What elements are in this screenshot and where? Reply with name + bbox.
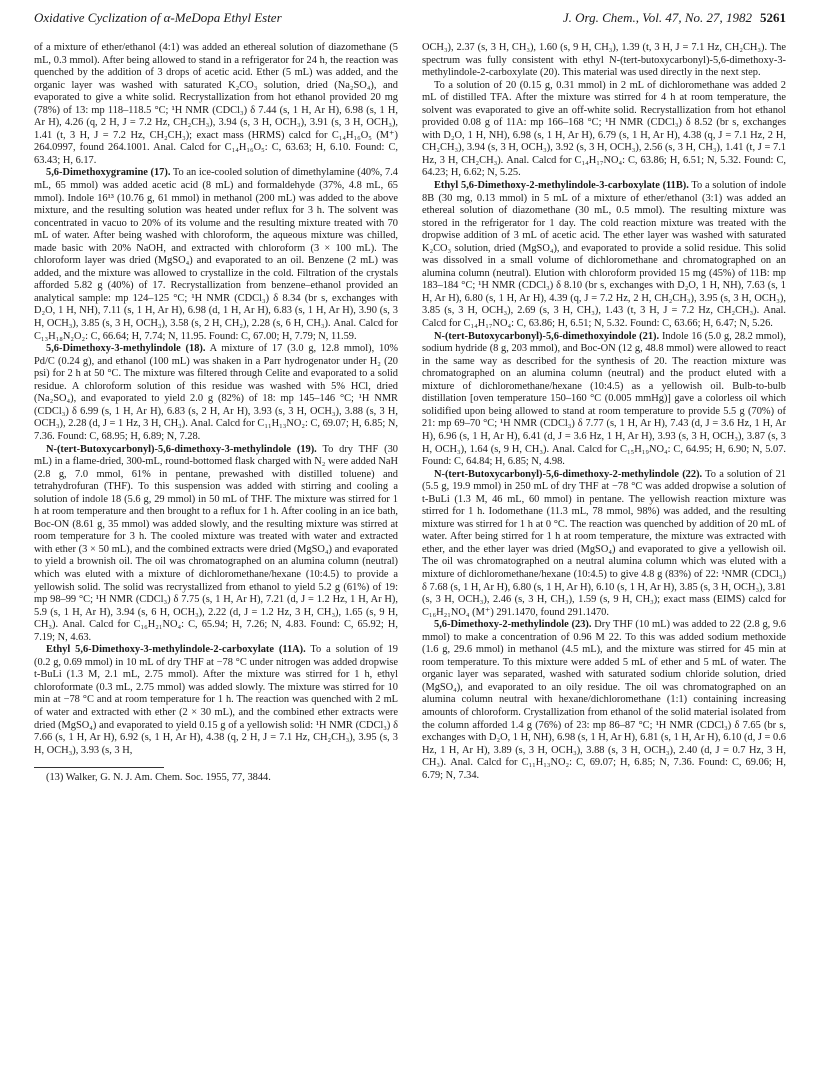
- paragraph: of a mixture of ether/ethanol (4:1) was added an ethereal solution of diazomethane (5 mL, 0.3 mmol). After being allowed to stand in a refrigerator for 24 h, the reaction was quenched by the addition of 3 drops of acetic acid. Ether (5 mL) was added, and the organic layer was washed with saturated K₂CO₃ solution, dried (Na₂SO₄), and evaporated to give a white solid. Recrystallization from hot ethanol provided 20 mg (78%) of 13: mp 118–118.5 °C; ¹H NMR (CDCl₃) δ 7.44 (s, 1 H, Ar H), 6.98 (s, 1 H, Ar H), 4.26 (q, 2 H, J = 7.2 Hz, CH₂CH₃), 3.94 (s, 3 H, OCH₃), 3.91 (s, 3 H, OCH₃), 1.41 (t, 3 H, J = 7.2 Hz, CH₂CH₃); exact mass (HRMS) calcd for C₁₄H₁₆O₅ (M⁺) 264.0997, found 264.1001. Anal. Calcd for C₁₄H₁₆O₅: C, 63.63; H, 6.10. Found: C, 63.43; H, 6.17.: [34, 42, 398, 166]
- compound-heading: 5,6-Dimethoxy-3-methylindole (18).: [46, 343, 206, 355]
- two-column-body: [34, 42, 786, 785]
- running-header: [34, 10, 786, 30]
- footnote-divider: [34, 767, 164, 768]
- header-title: Oxidative Cyclization of α-MeDopa Ethyl Ester: [34, 10, 282, 25]
- paragraph-text: To a solution of 21 (5.5 g, 19.9 mmol) in 250 mL of dry THF at −78 °C was added dropwise a solution of t-BuLi (1.3 M, 46 mL, 60 mmol) in pentane. The yellowish reaction mixture was stirred for 1 h. Iodomethane (11.3 mL, 78 mmol, 98%) was added, and the resulting mixture was stirred for 1 h at 0 °C. The reaction was quenched by addition of 20 mL of water. After being stirred for 1 h at room temperature, the mixture was extracted with ether, and the ether layer was dried (MgSO₄) and evaporated to give a yellowish oil. The oil was chromatographed on a neutral alumina column which was eluted with a mixture of dichloromethane/hexane (10:4.5) to give 4.8 g (83%) of 22: ¹NMR (CDCl₃) δ 7.68 (s, 1 H, Ar H), 6.80 (s, 1 H, Ar H), 6.10 (s, 1 H, Ar H), 3.85 (s, 3 H, OCH₃), 3.81 (s, 3 H, OCH₃), 2.46 (s, 3 H, CH₃), 1.59 (s, 9 H, CH₃); exact mass (EIMS) calcd for C₁₆H₂₁NO₄ (M⁺) 291.1470, found 291.1470.: [422, 468, 786, 618]
- compound-heading: Ethyl 5,6-Dimethoxy-3-methylindole-2-carboxylate (11A).: [46, 644, 306, 656]
- paragraph-text: To a solution of indole 8B (30 mg, 0.13 mmol) in 5 mL of a mixture of ether/ethanol (3:1) was added an ethereal solution of diazomethane (30 mL, 0.5 mmol). The resulting mixture was stored in the refrigerator for 1 day. The cold reaction mixture was treated with the dropwise addition of 3 mL of acetic acid. The ether layer was washed with saturated K₂CO₃ solution, dried (MgSO₄), and evaporated to provide a solid residue. This solid was dissolved in a small volume of dichloromethane and chromatographed on an alumina column (neutral). Elution with chloroform provided 15 mg (45%) of 11B: mp 183–184 °C; ¹H NMR (CDCl₃) δ 8.10 (br s, exchanges with D₂O, 1 H, NH), 7.63 (s, 1 H, Ar H), 6.80 (s, 1 H, Ar H), 4.39 (q, J = 7.2 Hz, 2 H, CH₂CH₃), 3.95 (s, 3 H, OCH₃), 3.85 (s, 3 H, OCH₃), 2.69 (s, 3 H, CH₃), 1.43 (t, 3 H, J = 7.2 Hz, CH₂CH₃). Anal. Calcd for C₁₄H₁₇NO₄: C, 63.86; H, 6.51; N, 5.32. Found: C, 63.66; H, 6.47; N, 5.26.: [422, 180, 786, 330]
- footnote: (13) Walker, G. N. J. Am. Chem. Soc. 1955, 77, 3844.: [46, 772, 271, 784]
- paragraph: [422, 331, 786, 469]
- compound-heading: N-(tert-Butoxycarbonyl)-5,6-dimethoxy-3-methylindole (19).: [46, 443, 317, 455]
- paragraph-text: A mixture of 17 (3.0 g, 12.8 mmol), 10% Pd/C (0.24 g), and ethanol (100 mL) was shaken in a Parr hydrogenator under H₂ (20 psi) for 2 h at 50 °C. The mixture was filtered through Celite and evaporated to a solid residue. A chloroform solution of this residue was washed with 5% HCl, dried (Na₂SO₄), and evaporated to yield 2.0 g (82%) of 18: mp 145–146 °C; ¹H NMR (CDCl₃) δ 6.99 (s, 1 H, Ar H), 6.83 (s, 2 H, Ar H), 3.93 (s, 3 H, OCH₃), 3.88 (s, 3 H, OCH₃), 2.28 (d, J = 1 Hz, 3 H, CH₃). Anal. Calcd for C₁₁H₁₃NO₂: C, 69.07; H, 6.85; N, 7.36. Found: C, 68.95; H, 6.89; N, 7.28.: [34, 343, 398, 442]
- compound-heading: Ethyl 5,6-Dimethoxy-2-methylindole-3-carboxylate (11B).: [434, 180, 689, 192]
- paragraph-text: To dry THF (30 mL) in a flame-dried, 300-mL, round-bottomed flask charged with N₂ were added NaH (2.8 g, 7.0 mmol, 61% in pentane, prewashed with distilled toluene) and tetrahydrofuran (THF). To this suspension was added with stirring and cooling a solution of indole 18 (5.6 g, 29 mmol) in 50 mL of THF. The mixture was stirred for 1 h at room temperature and then brought to a reflux for 1 h. After cooling in an ice bath, Boc-ON (8.61 g, 35 mmol) was added slowly, and the resulting mixture was stirred at room temperature for 3 h. The cooled mixture was treated with water and extracted with ether (3 × 50 mL), and the combined extracts were dried (MgSO₄) and evaporated to yield a brownish oil. The oil was chromatographed on an alumina column (neutral) which was eluted with a mixture of dichloromethane/hexane (10:4.5) to provide a yellowish solid. The solid was recrystallized from ethanol to yield 5.2 g (61%) of 19: mp 98–99 °C; ¹H NMR (CDCl₃) δ 7.75 (s, 1 H, Ar H), 7.21 (d, J = 1.2 Hz, 1 H, Ar H), 5.9 (s, 1 H, Ar H), 3.94 (s, 6 H, OCH₃), 2.22 (d, J = 1.2 Hz, 3 H, CH₃), 1.65 (s, 9 H, CH₃). Anal. Calcd for C₁₆H₂₁NO₄: C, 65.94; H, 7.26; N, 4.83. Found: C, 65.92; H, 7.19; N, 4.63.: [34, 443, 398, 643]
- paragraph: To a solution of 20 (0.15 g, 0.31 mmol) in 2 mL of dichloromethane was added 2 mL of distilled TFA. After the mixture was stirred for 4 h at room temperature, the solvent was evaporated to give an off-white solid. Recrystallization from hot ethanol provided 0.08 g of 11A: mp 166–168 °C; ¹H NMR (CDCl₃) δ 8.52 (br s, exchanges with D₂O, 1 H, NH), 6.98 (s, 1 H, Ar H), 6.79 (s, 1 H, Ar H), 4.38 (q, J = 7.1 Hz, 2 H, CH₂CH₃), 3.94 (s, 3 H, OCH₃), 3.92 (s, 3 H, OCH₃), 2.56 (s, 3 H, CH₃), 1.41 (t, J = 7.1 Hz, 3 H, CH₂CH₃). Anal. Calcd for C₁₄H₁₇NO₄: C, 63.86; H, 6.51; N, 5.32. Found: C, 64.23; H, 6.62; N, 5.25.: [422, 79, 786, 179]
- header-journal: [563, 10, 786, 26]
- paragraph: OCH₃), 2.37 (s, 3 H, CH₃), 1.60 (s, 9 H, CH₃), 1.39 (t, 3 H, J = 7.1 Hz, CH₂CH₃). The spectrum was fully consistent with ethyl N-(tert-butoxycarbonyl)-5,6-dimethoxy-3-methylindole-2-carboxylate (20). This material was used directly in the next step.: [422, 42, 786, 79]
- paragraph-text: To a solution of 19 (0.2 g, 0.69 mmol) in 10 mL of dry THF at −78 °C under nitrogen was added dropwise t-BuLi (1.3 M, 2.1 mL, 2.75 mmol). After the mixture was stirred for 1 h, ethyl chloroformate (0.3 mL, 2.75 mmol) was added slowly. The mixture was stirred for 10 min at −78 °C and at room temperature for 1 h. The reaction was quenched with 2 mL of water and extracted with ether (2 × 30 mL), and the combined ether extracts were dried (MgSO₄) and evaporated to yield 0.15 g of a yellowish solid: ¹H NMR (CDCl₃) δ 7.66 (s, 1 H, Ar H), 6.92 (s, 1 H, Ar H), 4.38 (q, 2 H, J = 7.1 Hz, CH₂CH₃), 3.95 (s, 3 H, OCH₃), 3.93 (s, 3 H,: [34, 644, 398, 756]
- page-number: 5261: [760, 10, 786, 25]
- paragraph: [34, 644, 398, 757]
- paragraph-text: To an ice-cooled solution of dimethylamine (40%, 7.4 mL, 65 mmol) was added acetic acid (8 mL) and formaldehyde (37%, 4.8 mL, 65 mmol). Indole 16¹³ (10.76 g, 61 mmol) in methanol (200 mL) was added to the above mixture, and the resulting solution was heated under reflux for 3 h. The solvent was concentrated in vacuo to 20% of its volume and the resulting mixture treated with 70 mL of water. After being washed with chloroform, the aqueous mixture was chilled, made basic with 20% NaOH, and extracted with chloroform (3 × 100 mL). The chloroform layer was dried (MgSO₄) and evaporated to an oil. Benzene (2 mL) was added, and the mixture was allowed to crystallize in the cold. Filtration of the crystals afforded 5.82 g (40%) of 17. Recrystallization from benzene–ethanol provided an analytical sample: mp 124–125 °C; ¹H NMR (CDCl₃) δ 8.34 (br s, exchanges with D₂O, 1 H, NH), 7.11 (s, 1 H, Ar H), 6.98 (d, 1 H, Ar H), 6.83 (s, 1 H, Ar H), 3.90 (s, 3 H, OCH₃), 3.85 (s, 3 H, OCH₃), 3.58 (s, 2 H, CH₂), 2.28 (s, 6 H, CH₃). Anal. Calcd for C₁₃H₁₈N₂O₂: C, 66.64; H, 7.74; N, 11.95. Found: C, 67.00; H, 7.79; N, 11.59.: [34, 167, 398, 342]
- paragraph-text: Indole 16 (5.0 g, 28.2 mmol), sodium hydride (8 g, 203 mmol), and Boc-ON (12 g, 48.8 mmol) were allowed to react in the same way as described for the synthesis of 20. The reaction mixture was chromatographed on an alumina column (neutral) and the product eluted with a mixture of dichloromethane/hexane (10:4.5) as a yellowish oil. Bulb-to-bulb distillation [oven temperature 150–160 °C (0.005 mmHg)] gave a colorless oil which solidified upon being allowed to stand at room temperature to provide 5.5 g (70%) of 21: mp 69–70 °C; ¹H NMR (CDCl₃) δ 7.77 (s, 1 H, Ar H), 7.43 (d, J = 3.6 Hz, 1 H, Ar H), 6.96 (s, 1 H, Ar H), 6.41 (d, J = 3.6 Hz, 1 H, Ar H), 3.93 (s, 3 H, OCH₃), 3.87 (s, 3 H, OCH₃), 1.64 (s, 9 H, CH₃). Anal. Calcd for C₁₅H₁₉NO₄: C, 64.95; H, 6.90; N, 5.07. Found: C, 64.84; H, 6.85; N, 4.98.: [422, 330, 786, 468]
- compound-heading: 5,6-Dimethoxy-2-methylindole (23).: [434, 619, 592, 631]
- paragraph: [422, 619, 786, 782]
- right-column: [422, 42, 786, 785]
- paragraph: [422, 180, 786, 331]
- compound-heading: 5,6-Dimethoxygramine (17).: [46, 167, 171, 179]
- left-column: [34, 42, 398, 785]
- paragraph: [34, 167, 398, 343]
- paragraph-text: Dry THF (10 mL) was added to 22 (2.8 g, 9.6 mmol) to make a concentration of 0.96 M 22. To this was added sodium methoxide (1.6 g, 29.6 mmol) in methanol (4.5 mL), and the mixture was stirred for 45 min at room temperature. To this mixture were added 5 mL of ether and 5 mL of water. The organic layer was separated, washed with saturated sodium chloride solution, dried (MgSO₄), and evaporated to an oily residue. The oil was chromatographed on an alumina column neutral with hexane/dichloromethane (1:1) containing increasing amounts of chloroform. Crystallization from ethanol of the solid material isolated from the column afforded 1.4 g (76%) of 23: mp 86–87 °C; ¹H NMR (CDCl₃) δ 7.65 (br s, exchanges with D₂O, 1 H, NH), 6.98 (s, 1 H, Ar H), 6.81 (s, 1 H, Ar H), 6.10 (d, J = 0.6 Hz, 1 H, Ar H), 3.89 (s, 3 H, OCH₃), 3.88 (s, 3 H, OCH₃), 2.40 (d, J = 0.7 Hz, 3 H, CH₃). Anal. Calcd for C₁₁H₁₃NO₂: C, 69.07; H, 6.85; N, 7.36. Found: C, 69.06; H, 6.79; N, 7.34.: [422, 619, 787, 781]
- paragraph: [34, 444, 398, 645]
- paragraph: [34, 343, 398, 443]
- paragraph: [422, 469, 786, 620]
- journal-citation: J. Org. Chem., Vol. 47, No. 27, 1982: [562, 10, 752, 25]
- compound-heading: N-(tert-Butoxycarbonyl)-5,6-dimethoxy-2-methylindole (22).: [434, 468, 703, 480]
- compound-heading: N-(tert-Butoxycarbonyl)-5,6-dimethoxyindole (21).: [434, 330, 660, 342]
